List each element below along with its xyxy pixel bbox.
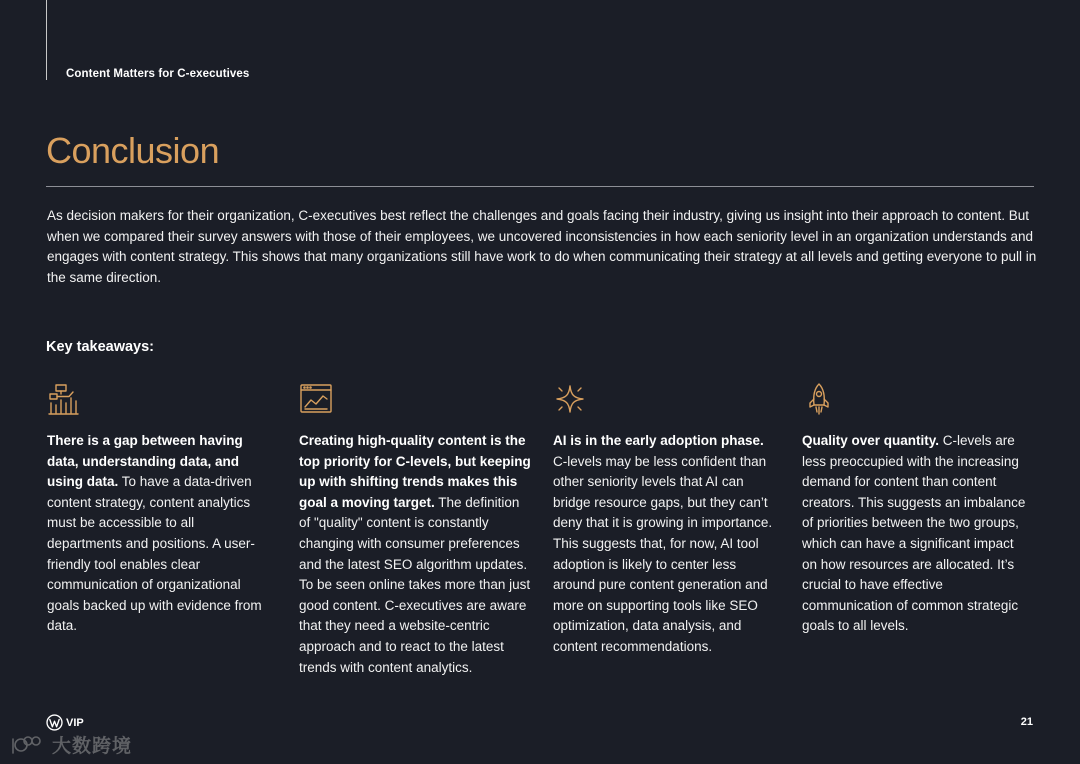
page-number: 21 bbox=[1020, 716, 1033, 728]
title-divider bbox=[46, 186, 1034, 187]
takeaway-title: Creating high-quality content is the top priority for C-levels, but keeping up with shifting trends makes this goal a moving target. bbox=[299, 433, 531, 510]
takeaway-body: C-levels may be less confident than other seniority levels that AI can bridge resource gaps, but they can’t deny that it is growing in importance. This suggests that, for now, AI tool adoption is likely to center less around pure content generation and more on supporting tools like SEO optimization, data analysis, and content recommendations. bbox=[553, 453, 773, 654]
takeaway-card bbox=[47, 382, 263, 637]
takeaway-body: The definition of "quality" content is constantly changing with consumer preferences and the latest SEO algorithm updates. To be seen online takes more than just good content. C-executives are aware that they need a website-centric approach and to react to the latest trends with content analytics. bbox=[299, 494, 531, 675]
wordpress-logo-icon bbox=[46, 714, 63, 731]
page-title: Conclusion bbox=[46, 130, 220, 171]
takeaway-title: AI is in the early adoption phase. bbox=[553, 433, 764, 448]
header-divider bbox=[46, 0, 47, 80]
takeaway-title: Quality over quantity. bbox=[802, 433, 940, 448]
takeaway-title: There is a gap between having data, understanding data, and using data. bbox=[47, 433, 243, 490]
trend-window-icon bbox=[299, 382, 333, 416]
takeaway-card bbox=[802, 382, 1032, 637]
intro-paragraph: As decision makers for their organization, C-executives best reflect the challenges and goals facing their industry, giving us insight into their approach to content. But when we compared their survey answers with those of their employees, we uncovered inconsistencies in how each seniority level in an organization understands and engages with content strategy. This shows that many organizations still have work to do when communicating their strategy at all levels and getting everyone to pull in the same direction. bbox=[47, 208, 1037, 285]
takeaway-body: To have a data-driven content strategy, content analytics must be accessible to all departments and positions. A user-friendly tool enables clear communication of organizational goals backed up with evidence from data. bbox=[47, 474, 262, 634]
sparkle-icon bbox=[553, 382, 587, 416]
logo-text: VIP bbox=[66, 716, 84, 729]
takeaway-card bbox=[299, 382, 531, 678]
takeaways-heading: Key takeaways: bbox=[46, 339, 155, 355]
watermark-text: 大数跨境 bbox=[52, 736, 133, 757]
rocket-icon bbox=[802, 382, 836, 416]
watermark-logo-icon bbox=[10, 733, 48, 757]
section-label: Content Matters for C-executives bbox=[66, 68, 250, 80]
takeaway-body: C-levels are less preoccupied with the increasing demand for content than content creators. This suggests an imbalance of priorities between the two groups, which can have a significant impact on how resources are allocated. It’s crucial to have effective communication of common strategic goals to all levels. bbox=[802, 433, 1026, 634]
footer-logo bbox=[46, 714, 84, 731]
watermark bbox=[10, 731, 132, 758]
takeaway-card bbox=[553, 382, 779, 658]
data-chart-icon bbox=[47, 382, 81, 416]
